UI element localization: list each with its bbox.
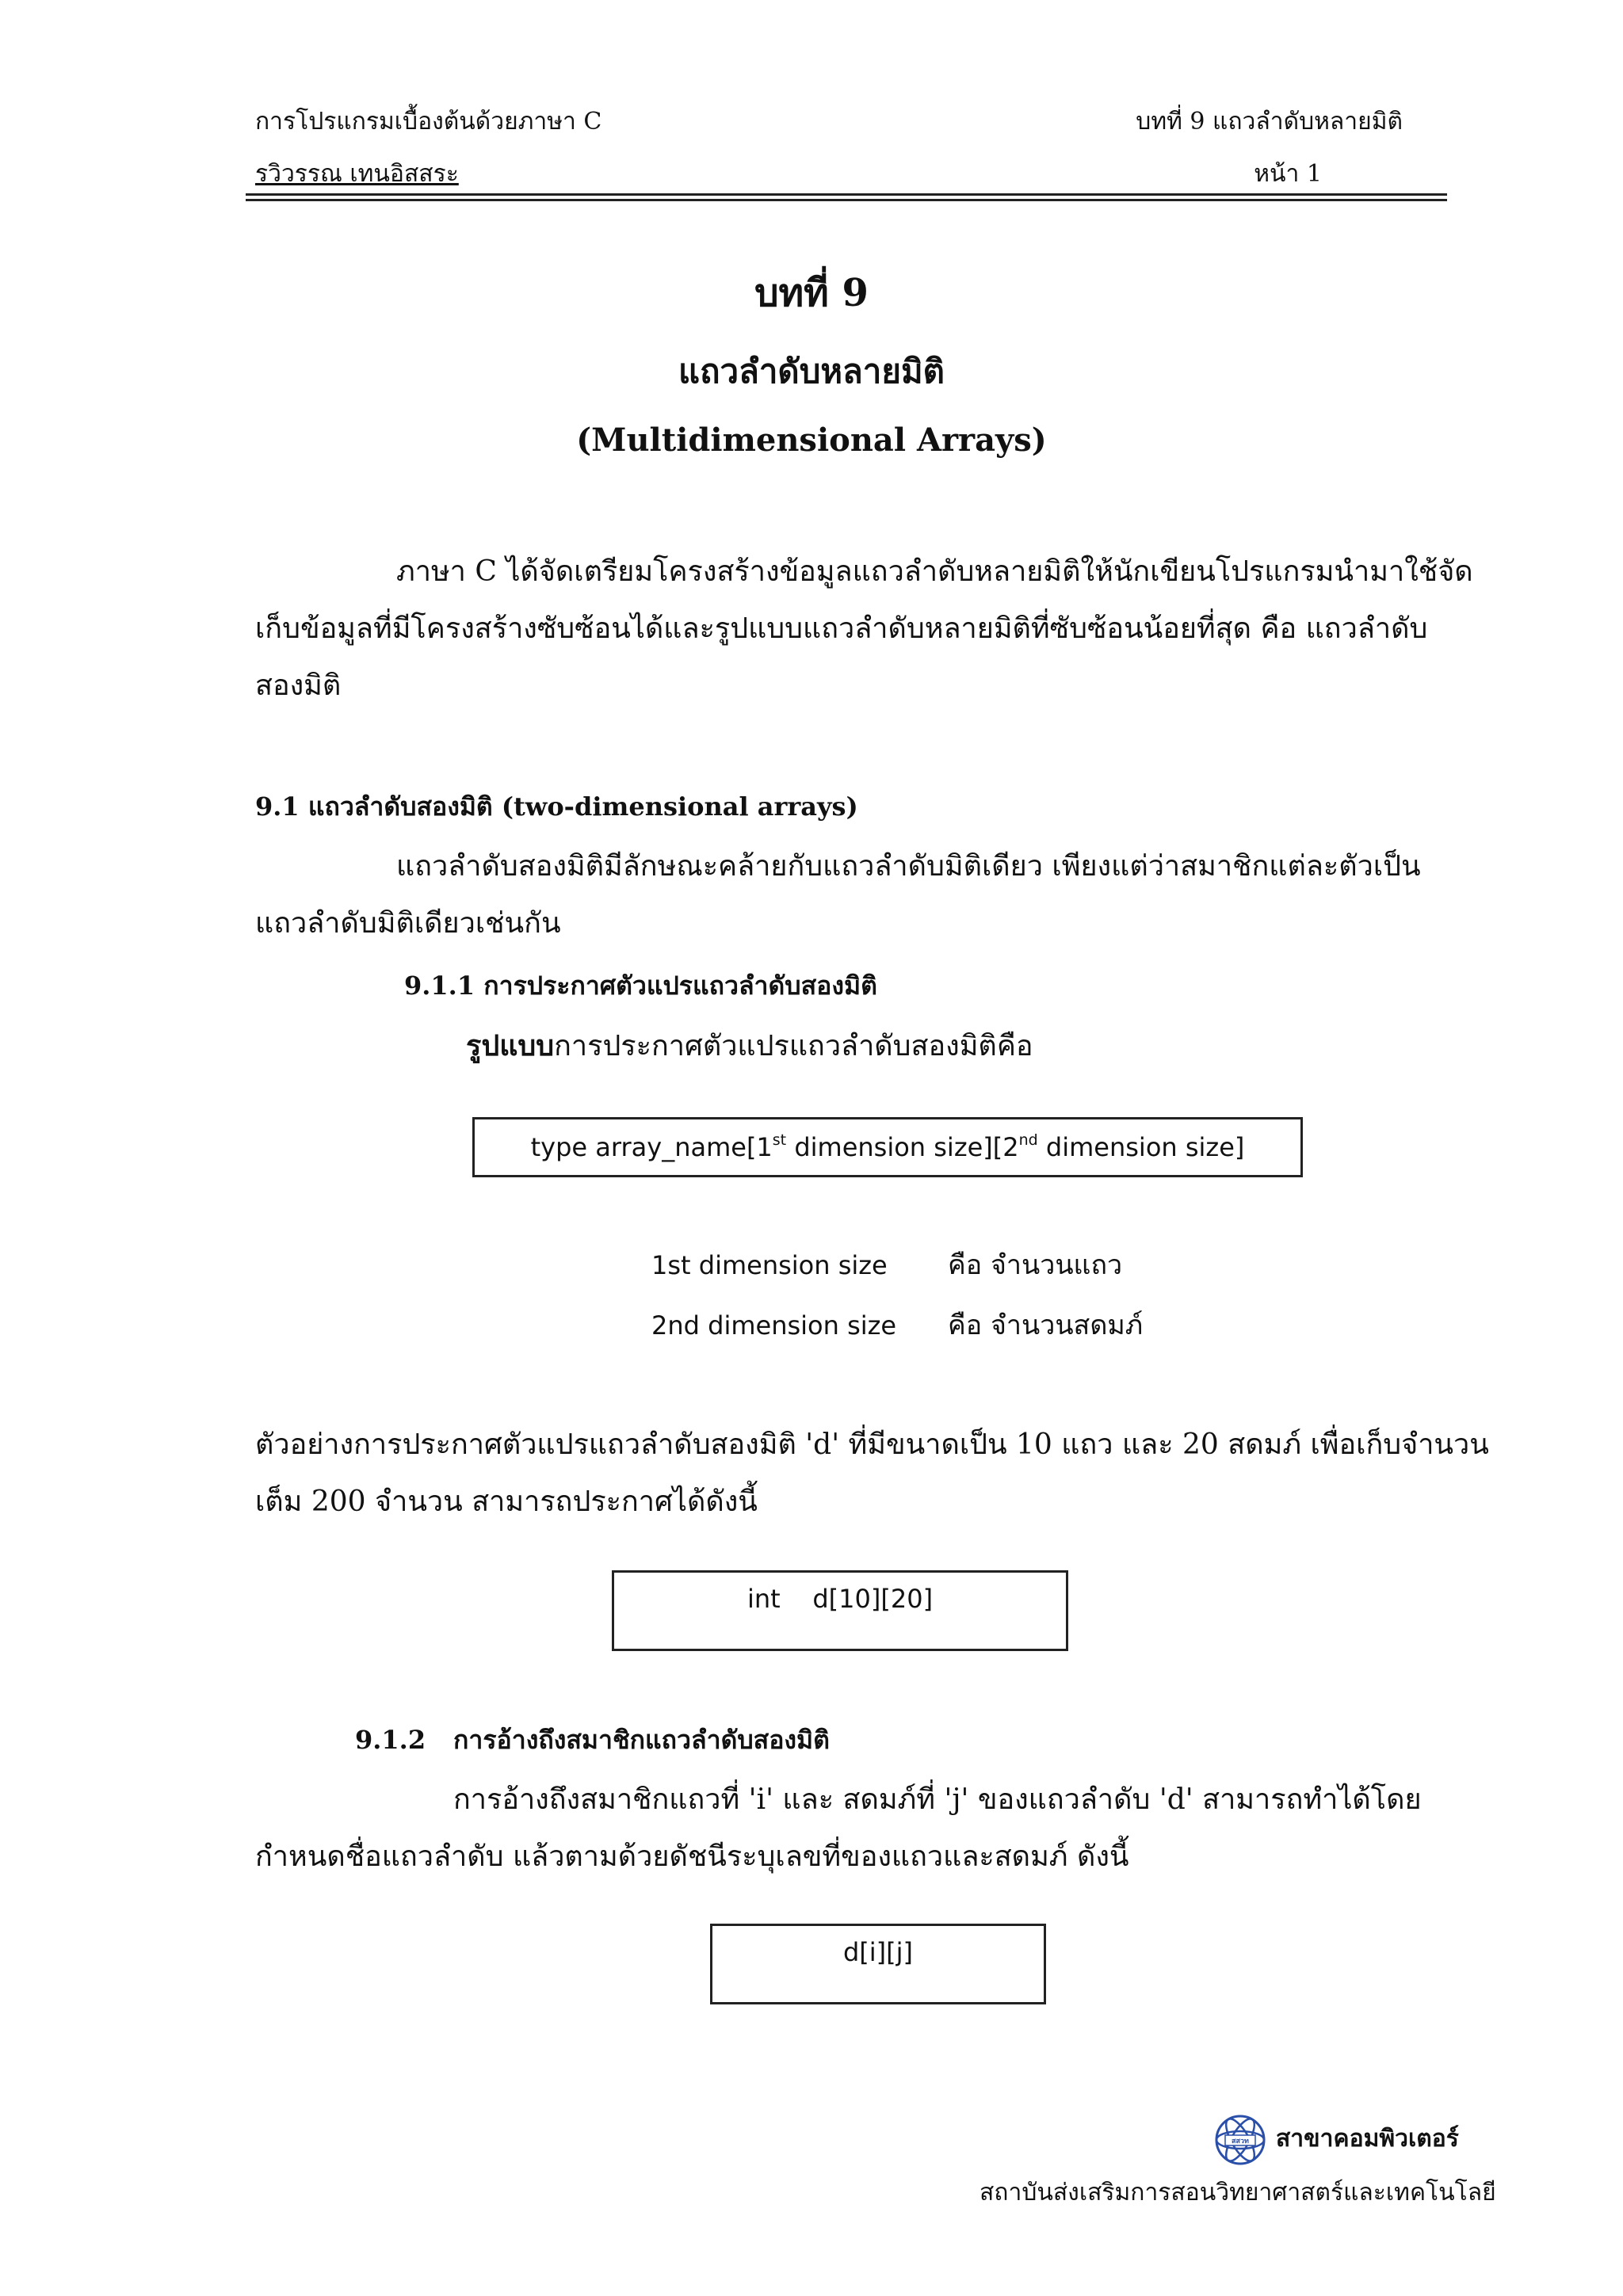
reference-code: d[i][j]: [842, 1937, 914, 1967]
intro-line-1: ภาษา C ได้จัดเตรียมโครงสร้างข้อมูลแถวลำดับหลายมิติให้นักเขียนโปรแกรมนำมาใช้จัด: [396, 555, 1473, 588]
institute-logo-graphic: [1214, 2114, 1266, 2166]
section-9-1-line-1: แถวลำดับสองมิติมีลักษณะคล้ายกับแถวลำดับมิติเดียว เพียงแต่ว่าสมาชิกแต่ละตัวเป็น: [396, 850, 1421, 883]
header-left-top: การโปรแกรมเบื้องต้นด้วยภาษา C: [255, 108, 602, 135]
definition-term: 1st dimension size: [651, 1250, 888, 1280]
syntax-box: [472, 1117, 1303, 1177]
format-statement: [466, 1017, 1033, 1075]
header-left-bottom: รวิวรรณ เทนอิสสระ: [255, 160, 459, 188]
example-line-1: ตัวอย่างการประกาศตัวแปรแถวลำดับสองมิติ 'd' ที่มีขนาดเป็น 10 แถว และ 20 สดมภ์ เพื่อเก็บจำนวน: [255, 1428, 1489, 1461]
syntax-text: type array_name[1st dimension size][2nd dimension size]: [530, 1131, 1245, 1162]
section-9-1-1-heading: 9.1.1 การประกาศตัวแปรแถวลำดับสองมิติ: [404, 971, 877, 1001]
section-9-1-line-2: แถวลำดับมิติเดียวเช่นกัน: [255, 907, 561, 940]
definition-meaning-1: คือ จำนวนแถว: [948, 1249, 1123, 1281]
example-line-2: เต็ม 200 จำนวน สามารถประกาศได้ดังนี้: [255, 1486, 758, 1518]
logo-text: สสวท: [1232, 2138, 1249, 2145]
footer-institute: สถาบันส่งเสริมการสอนวิทยาศาสตร์และเทคโนโลยี: [980, 2179, 1496, 2206]
format-label-rest: การประกาศตัวแปรแถวลำดับสองมิติคือ: [554, 1030, 1033, 1062]
chapter-number: บทที่ 9: [754, 271, 869, 315]
section-9-1-2-title: การอ้างถึงสมาชิกแถวลำดับสองมิติ: [453, 1725, 830, 1755]
definition-row-1: [651, 1245, 888, 1285]
chapter-title-english: (Multidimensional Arrays): [576, 421, 1047, 459]
example-code: int d[10][20]: [747, 1584, 934, 1614]
chapter-title-thai: แถวลำดับหลายมิติ: [678, 352, 945, 391]
section-9-1-heading: 9.1 แถวลำดับสองมิติ (two-dimensional arrays): [255, 791, 858, 822]
institute-logo-icon: [1214, 2114, 1266, 2166]
header-rule-top: [246, 193, 1447, 196]
header-rule-bottom: [246, 199, 1447, 201]
section-9-1-2-line-1: การอ้างถึงสมาชิกแถวที่ 'i' และ สดมภ์ที่ 'j' ของแถวลำดับ 'd' สามารถทำได้โดย: [453, 1783, 1422, 1816]
definition-row-2: [651, 1306, 896, 1345]
format-label-bold: รูปแบบ: [466, 1029, 555, 1062]
reference-code-box: [710, 1924, 1046, 2004]
section-9-1-2-number: 9.1.2: [355, 1725, 426, 1755]
intro-line-3: สองมิติ: [255, 669, 342, 702]
definition-meaning-2: คือ จำนวนสดมภ์: [948, 1310, 1144, 1341]
footer-department: สาขาคอมพิวเตอร์: [1276, 2125, 1459, 2153]
example-code-box: [612, 1570, 1068, 1651]
header-right-top: บทที่ 9 แถวลำดับหลายมิติ: [1136, 108, 1403, 135]
definition-term: 2nd dimension size: [651, 1310, 897, 1341]
section-9-1-2-line-2: กำหนดชื่อแถวลำดับ แล้วตามด้วยดัชนีระบุเลขที่ของแถวและสดมภ์ ดังนี้: [255, 1840, 1129, 1873]
intro-line-2: เก็บข้อมูลที่มีโครงสร้างซับซ้อนได้และรูปแบบแถวลำดับหลายมิติที่ซับซ้อนน้อยที่สุด คือ แถวลำดับ: [255, 612, 1428, 645]
header-right-bottom: หน้า 1: [1254, 160, 1322, 188]
